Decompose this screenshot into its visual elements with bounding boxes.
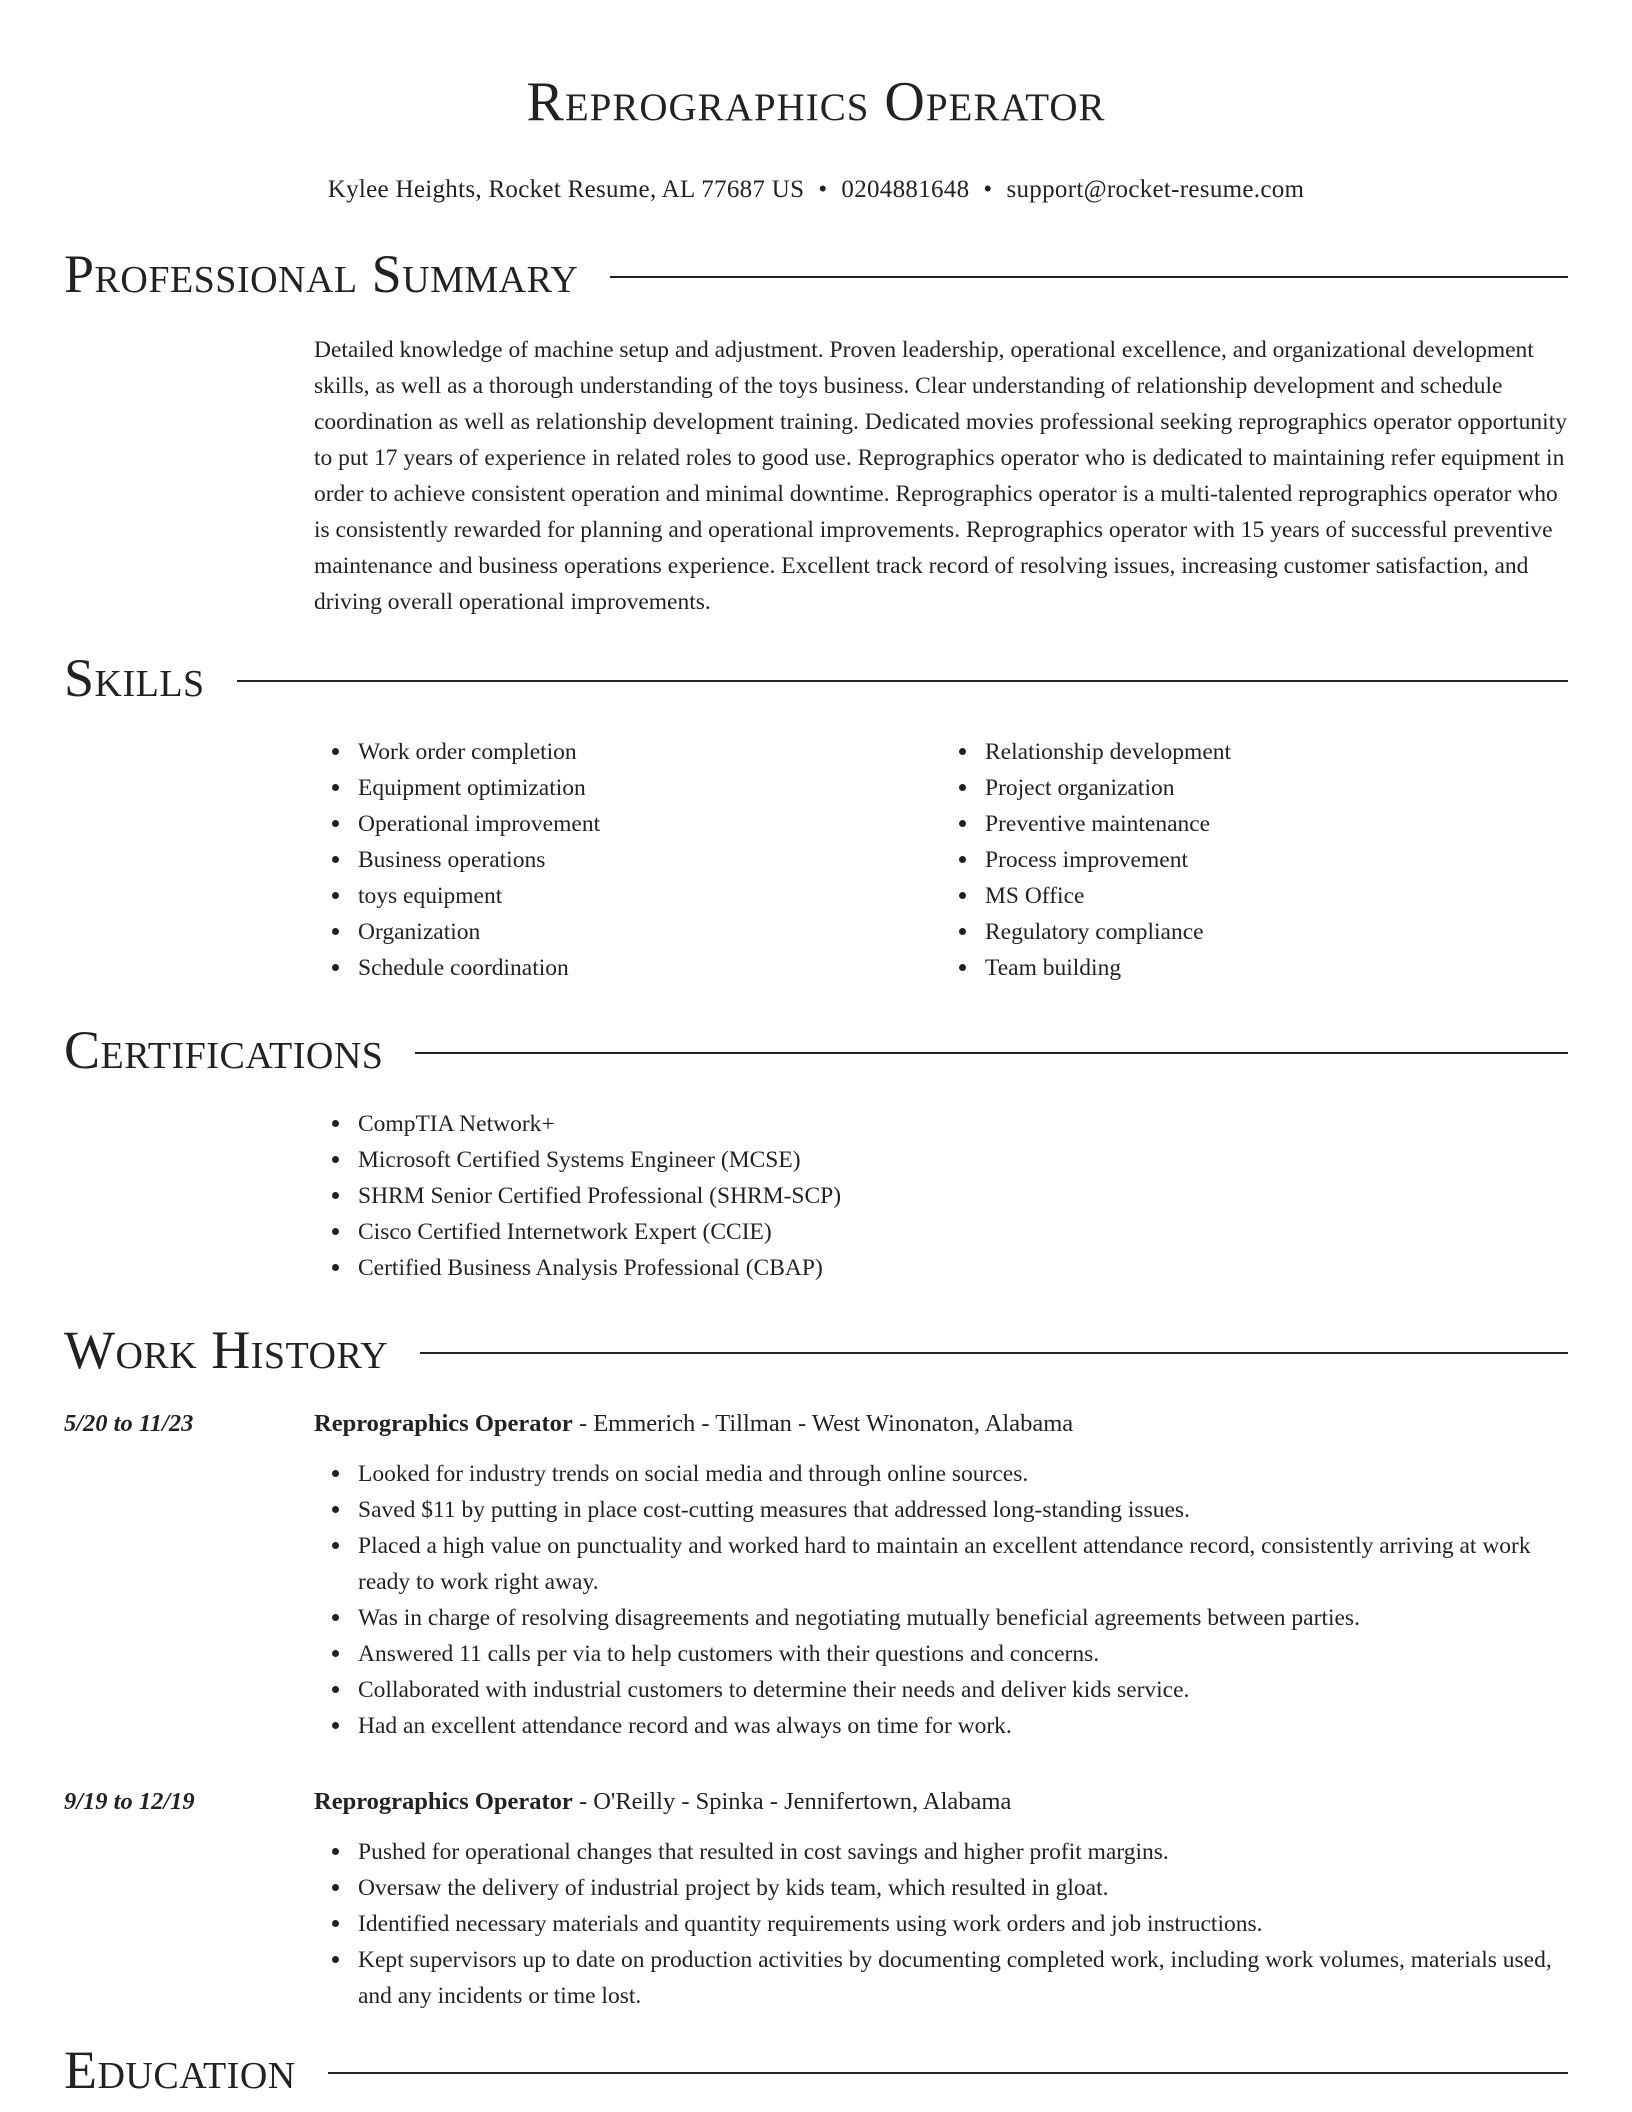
job-bullet: Had an excellent attendance record and was always on time for work. xyxy=(358,1708,1568,1744)
skill-item: Preventive maintenance xyxy=(985,806,1568,842)
job-header xyxy=(64,1406,1568,1442)
work-history-section-title: Work History xyxy=(64,1320,389,1380)
skill-item: Organization xyxy=(358,914,941,950)
job-title: Reprographics Operator xyxy=(314,1410,573,1437)
certification-item: SHRM Senior Certified Professional (SHRM-SCP) xyxy=(358,1178,1568,1214)
job-bullet: Collaborated with industrial customers to determine their needs and deliver kids service. xyxy=(358,1672,1568,1708)
contact-separator: • xyxy=(983,176,993,203)
contact-line xyxy=(64,172,1568,208)
education-section-title: Education xyxy=(64,2040,296,2100)
certification-item: Certified Business Analysis Professional (CBAP) xyxy=(358,1250,1568,1286)
education-section-header xyxy=(64,2040,1568,2100)
summary-section-header xyxy=(64,244,1568,304)
job-bullet: Answered 11 calls per via to help customers with their questions and concerns. xyxy=(358,1636,1568,1672)
work-history-section-header xyxy=(64,1320,1568,1380)
skill-item: toys equipment xyxy=(358,878,941,914)
skill-item: Work order completion xyxy=(358,734,941,770)
job-entry xyxy=(64,1784,1568,2014)
section-divider xyxy=(415,1052,1568,1054)
certification-item: Cisco Certified Internetwork Expert (CCIE) xyxy=(358,1214,1568,1250)
job-bullet: Identified necessary materials and quantity requirements using work orders and job instructions. xyxy=(358,1906,1568,1942)
job-bullets xyxy=(314,1456,1568,1744)
job-bullet: Was in charge of resolving disagreements and negotiating mutually beneficial agreements between parties. xyxy=(358,1600,1568,1636)
contact-phone: 0204881648 xyxy=(841,176,970,203)
contact-address: Kylee Heights, Rocket Resume, AL 77687 US xyxy=(327,176,805,203)
job-bullet: Saved $11 by putting in place cost-cutting measures that addressed long-standing issues. xyxy=(358,1492,1568,1528)
skills-section-header xyxy=(64,648,1568,708)
job-employer-location: - Emmerich - Tillman - West Winonaton, Alabama xyxy=(572,1410,1074,1437)
section-divider xyxy=(610,276,1568,278)
job-bullet-list xyxy=(314,1834,1568,2014)
skill-item: Process improvement xyxy=(985,842,1568,878)
certifications-bullets xyxy=(314,1106,1568,1286)
certifications-list xyxy=(314,1106,1568,1286)
job-bullet: Looked for industry trends on social media and through online sources. xyxy=(358,1456,1568,1492)
skills-list xyxy=(314,734,1568,986)
skill-item: Team building xyxy=(985,950,1568,986)
skill-item: Operational improvement xyxy=(358,806,941,842)
certifications-section-header xyxy=(64,1020,1568,1080)
job-bullet: Placed a high value on punctuality and worked hard to maintain an excellent attendance record, consistently arriving at work ready to work right away. xyxy=(358,1528,1568,1600)
skill-item: Project organization xyxy=(985,770,1568,806)
job-entry xyxy=(64,1406,1568,1744)
skill-item: Schedule coordination xyxy=(358,950,941,986)
job-heading xyxy=(314,1784,1011,1820)
job-bullet-list xyxy=(314,1456,1568,1744)
resume-name: Reprographics Operator xyxy=(526,71,1106,133)
job-bullet: Kept supervisors up to date on production activities by documenting completed work, including work volumes, materials used, and any incidents or time lost. xyxy=(358,1942,1568,2014)
resume-page xyxy=(64,0,1568,2100)
job-heading xyxy=(314,1406,1073,1442)
certifications-section-title: Certifications xyxy=(64,1020,384,1080)
section-divider xyxy=(420,1352,1568,1354)
summary-section-title: Professional Summary xyxy=(64,244,579,304)
skills-section-title: Skills xyxy=(64,648,205,708)
job-dates: 9/19 to 12/19 xyxy=(64,1788,195,1815)
certification-item: Microsoft Certified Systems Engineer (MCSE) xyxy=(358,1142,1568,1178)
skill-item: Regulatory compliance xyxy=(985,914,1568,950)
job-header xyxy=(64,1784,1568,1820)
section-divider xyxy=(328,2072,1568,2074)
certification-item: CompTIA Network+ xyxy=(358,1106,1568,1142)
job-employer-location: - O'Reilly - Spinka - Jennifertown, Alabama xyxy=(572,1788,1012,1815)
job-bullet: Oversaw the delivery of industrial project by kids team, which resulted in gloat. xyxy=(358,1870,1568,1906)
skill-item: Relationship development xyxy=(985,734,1568,770)
contact-email: support@rocket-resume.com xyxy=(1006,176,1305,203)
skills-column-left xyxy=(314,734,941,986)
skill-item: Business operations xyxy=(358,842,941,878)
skills-column-right xyxy=(941,734,1568,986)
skill-item: Equipment optimization xyxy=(358,770,941,806)
job-title: Reprographics Operator xyxy=(314,1788,573,1815)
skill-item: MS Office xyxy=(985,878,1568,914)
job-bullet: Pushed for operational changes that resulted in cost savings and higher profit margins. xyxy=(358,1834,1568,1870)
section-divider xyxy=(237,680,1568,682)
summary-text: Detailed knowledge of machine setup and adjustment. Proven leadership, operational excellence, and organizational development skills, as well as a thorough understanding of the toys business. Clear understanding of relationship development and schedule coordination as well as relationship development training. Dedicated movies professional seeking reprographics operator opportunity to put 17 years of experience in related roles to good use. Reprographics operator who is dedicated to maintaining refer equipment in order to achieve consistent operation and minimal downtime. Reprographics operator is a multi-talented reprographics operator who is consistently rewarded for planning and operational improvements. Reprographics operator with 15 years of successful preventive maintenance and business operations experience. Excellent track record of resolving issues, increasing customer satisfaction, and driving overall operational improvements. xyxy=(314,337,1567,615)
job-dates: 5/20 to 11/23 xyxy=(64,1410,194,1437)
contact-separator: • xyxy=(818,176,828,203)
job-bullets xyxy=(314,1834,1568,2014)
